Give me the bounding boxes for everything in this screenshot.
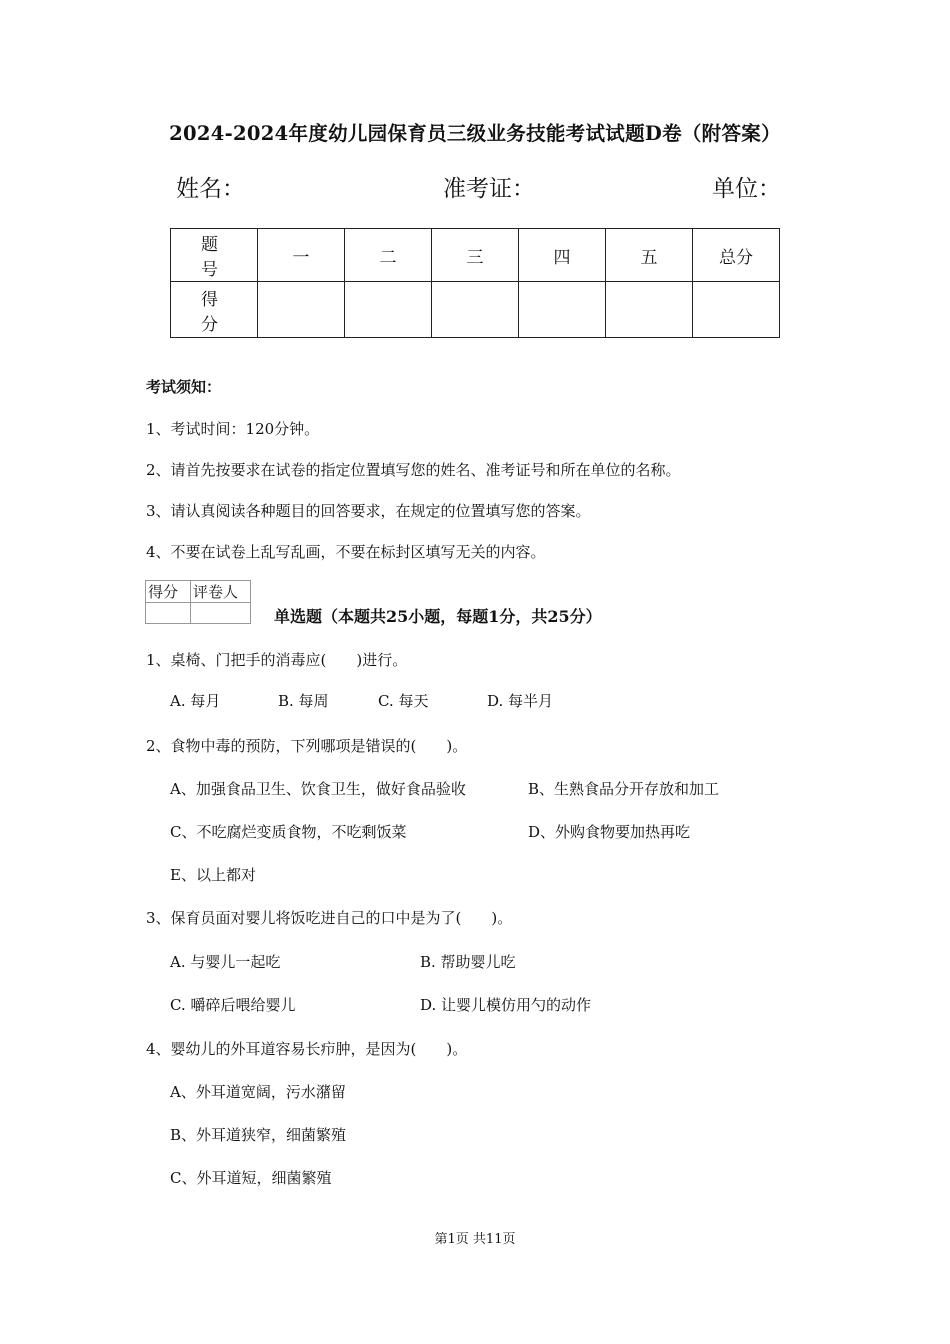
- option: B. 每周: [278, 692, 329, 710]
- option: C. 嚼碎后喂给婴儿: [170, 996, 296, 1014]
- grader-score-label: 得分: [146, 581, 191, 603]
- option: C. 每天: [378, 692, 429, 710]
- score-table-cell: 一: [258, 229, 345, 282]
- document-title: 2024-2024年度幼儿园保育员三级业务技能考试试题D卷（附答案）: [169, 122, 781, 145]
- grader-score-cell[interactable]: [146, 603, 191, 624]
- unit-label: 单位：: [712, 176, 781, 202]
- grader-name-label: 评卷人: [191, 581, 251, 603]
- score-table-cell: 总分: [693, 229, 780, 282]
- option: A、外耳道宽阔，污水潴留: [170, 1083, 346, 1101]
- notice-item: 1、考试时间：120分钟。: [146, 420, 320, 438]
- grader-box: [145, 580, 251, 624]
- exam-id-label: 准考证：: [443, 176, 535, 202]
- option: B. 帮助婴儿吃: [420, 953, 516, 971]
- grader-name-cell[interactable]: [191, 603, 251, 624]
- score-input-cell[interactable]: [345, 282, 432, 338]
- score-table-cell: 四: [519, 229, 606, 282]
- option: A. 每月: [170, 692, 221, 710]
- question-stem: 4、婴幼儿的外耳道容易长疖肿，是因为( )。: [146, 1040, 468, 1058]
- score-table-cell: 二: [345, 229, 432, 282]
- score-table-cell: 五: [606, 229, 693, 282]
- option: D. 让婴儿模仿用勺的动作: [420, 996, 592, 1014]
- score-table-cell: 题 号: [171, 229, 258, 282]
- notice-item: 3、请认真阅读各种题目的回答要求，在规定的位置填写您的答案。: [146, 502, 591, 520]
- option: A、加强食品卫生、饮食卫生，做好食品验收: [170, 780, 466, 798]
- option: E、以上都对: [170, 866, 256, 884]
- option: C、外耳道短，细菌繁殖: [170, 1169, 332, 1187]
- notice-title: 考试须知：: [146, 378, 222, 396]
- notice-item: 2、请首先按要求在试卷的指定位置填写您的姓名、准考证号和所在单位的名称。: [146, 461, 681, 479]
- option: D、外购食物要加热再吃: [528, 823, 691, 841]
- question-stem: 1、桌椅、门把手的消毒应( )进行。: [146, 651, 408, 669]
- name-label: 姓名：: [176, 176, 245, 202]
- notice-item: 4、不要在试卷上乱写乱画，不要在标封区填写无关的内容。: [146, 543, 546, 561]
- option: C、不吃腐烂变质食物，不吃剩饭菜: [170, 823, 407, 841]
- option: B、外耳道狭窄，细菌繁殖: [170, 1126, 347, 1144]
- score-table-score-row: [171, 282, 780, 338]
- score-input-cell[interactable]: [519, 282, 606, 338]
- score-table-header-row: [171, 229, 780, 282]
- option: B、生熟食品分开存放和加工: [528, 780, 720, 798]
- score-table-cell: 三: [432, 229, 519, 282]
- page-footer: 第1页 共11页: [434, 1232, 516, 1247]
- option: A. 与婴儿一起吃: [170, 953, 281, 971]
- score-input-cell[interactable]: [606, 282, 693, 338]
- section-title: 单选题（本题共25小题，每题1分，共25分）: [274, 607, 602, 626]
- question-stem: 2、食物中毒的预防，下列哪项是错误的( )。: [146, 737, 468, 755]
- score-input-cell[interactable]: [432, 282, 519, 338]
- score-table-cell: 得 分: [171, 282, 258, 338]
- score-table: [170, 228, 780, 338]
- question-stem: 3、保育员面对婴儿将饭吃进自己的口中是为了( )。: [146, 909, 513, 927]
- score-input-cell[interactable]: [693, 282, 780, 338]
- option: D. 每半月: [487, 692, 554, 710]
